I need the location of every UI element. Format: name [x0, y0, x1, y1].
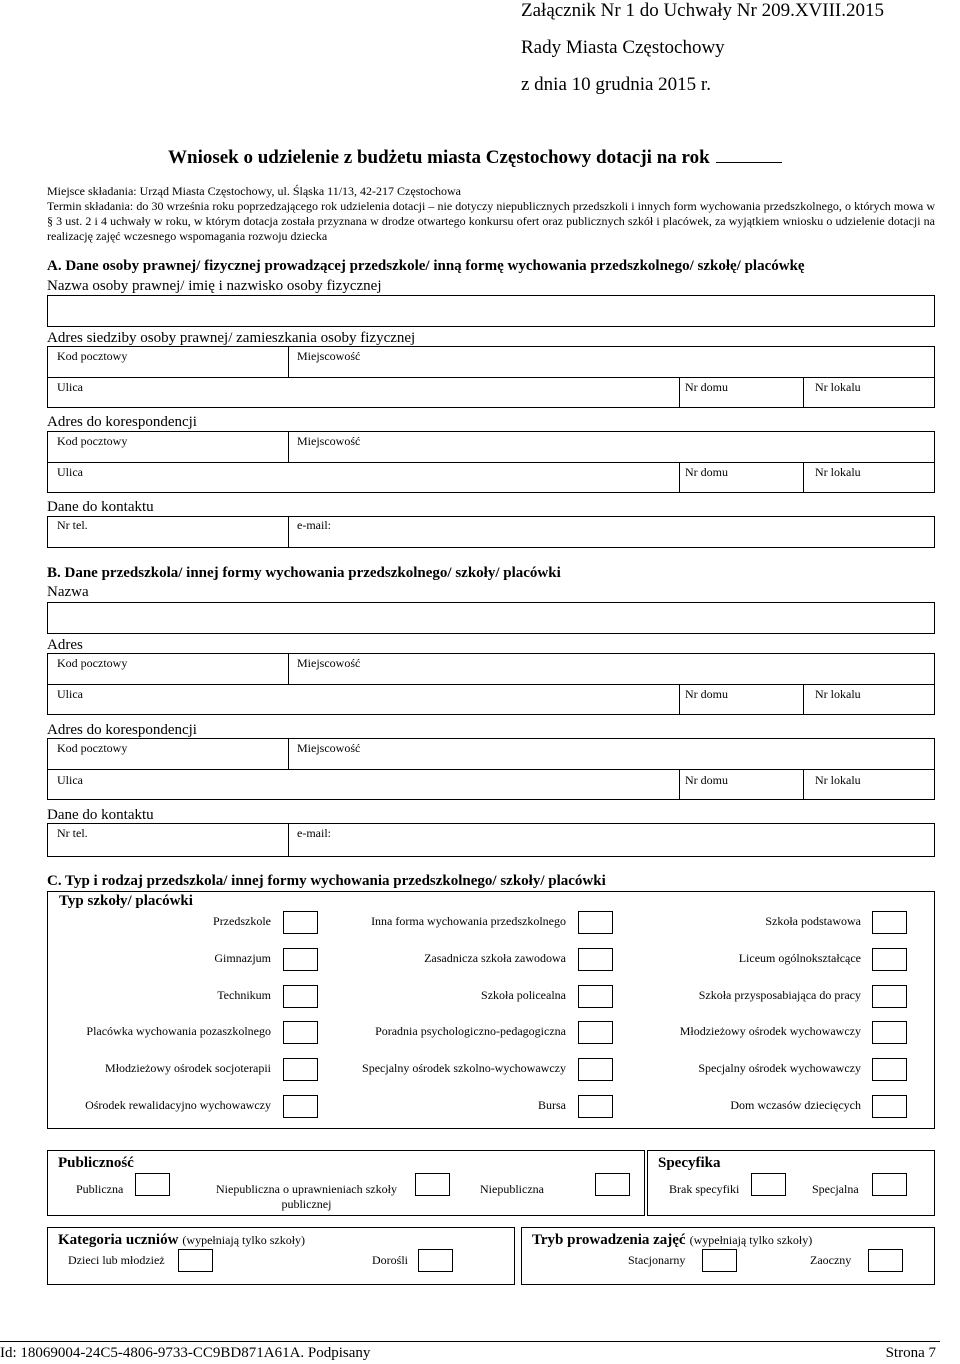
type-checkbox-16[interactable]: [578, 1095, 613, 1118]
type-label-16: Bursa: [538, 1098, 566, 1112]
type-checkbox-6[interactable]: [283, 985, 318, 1008]
a-apt-field[interactable]: Nr lokalu: [815, 380, 861, 394]
type-checkbox-14[interactable]: [872, 1058, 907, 1081]
document-id: Id: 18069004-24C5-4806-9733-CC9BD871A61A. Podpisany: [0, 1345, 371, 1361]
intro-text: [47, 184, 935, 244]
mode-extramural-label: Zaoczny: [810, 1253, 852, 1267]
section-c-heading: C. Typ i rodzaj przedszkola/ innej formy wychowania przedszkolnego/ szkoły/ placówki: [47, 873, 606, 889]
b-address-label: Adres: [47, 637, 83, 653]
b-corr-postal-field[interactable]: Kod pocztowy: [57, 741, 128, 755]
a-corr-label: Adres do korespondencji: [47, 414, 197, 430]
mode-stationary-checkbox[interactable]: [702, 1249, 737, 1272]
type-label-2: Szkoła podstawowa: [765, 914, 861, 928]
a-corr-postal-field[interactable]: Kod pocztowy: [57, 434, 128, 448]
type-label-3: Gimnazjum: [214, 951, 271, 965]
specifics-none-checkbox[interactable]: [751, 1173, 786, 1196]
type-label-9: Placówka wychowania pozaszkolnego: [86, 1024, 271, 1038]
b-corr-city-field[interactable]: Miejscowość: [297, 741, 361, 755]
a-house-field[interactable]: Nr domu: [685, 380, 728, 394]
b-phone-field[interactable]: Nr tel.: [57, 826, 88, 840]
year-blank[interactable]: [716, 146, 782, 163]
section-b-heading: B. Dane przedszkola/ innej formy wychowania przedszkolnego/ szkoły/ placówki: [47, 565, 561, 581]
b-contact-label: Dane do kontaktu: [47, 807, 154, 823]
b-postal-field[interactable]: Kod pocztowy: [57, 656, 128, 670]
council-line: Rady Miasta Częstochowy: [521, 37, 725, 58]
type-checkbox-2[interactable]: [872, 911, 907, 934]
type-checkbox-4[interactable]: [578, 948, 613, 971]
specifics-special-label: Specjalna: [812, 1182, 859, 1196]
type-label-11: Młodzieżowy ośrodek wychowawczy: [679, 1024, 861, 1038]
type-checkbox-5[interactable]: [872, 948, 907, 971]
type-checkbox-8[interactable]: [872, 985, 907, 1008]
a-contact-box: [47, 516, 935, 548]
type-checkbox-9[interactable]: [283, 1021, 318, 1044]
page-title: Wniosek o udzielenie z budżetu miasta Częstochowy dotacji na rok: [168, 146, 782, 169]
type-checkbox-0[interactable]: [283, 911, 318, 934]
b-corr-street-field[interactable]: Ulica: [57, 773, 83, 787]
type-checkbox-12[interactable]: [283, 1058, 318, 1081]
category-adults-checkbox[interactable]: [418, 1249, 453, 1272]
type-label-13: Specjalny ośrodek szkolno-wychowawczy: [362, 1061, 566, 1075]
category-heading: Kategoria uczniów (wypełniają tylko szkoły): [58, 1232, 306, 1248]
a-email-field[interactable]: e-mail:: [297, 518, 331, 532]
submission-deadline: Termin składania: do 30 września roku poprzedzającego rok udzielenia dotacji – nie dotyczy niepublicznych przedszkoli i innych form wychowania przedszkolnego, o których mowa w § 3 ust. 2 i 4 uchwały w roku, w którym dotacja została przyznana w drodze otwartego konkursu ofert oraz publicznych szkół i placówek, za wyjątkiem wniosku o udzielenie dotacji na realizację zajęć wczesnego wspomagania rozwoju dziecka: [47, 199, 935, 243]
type-label: Typ szkoły/ placówki: [59, 893, 193, 909]
a-city-field[interactable]: Miejscowość: [297, 349, 361, 363]
b-apt-field[interactable]: Nr lokalu: [815, 687, 861, 701]
b-street-field[interactable]: Ulica: [57, 687, 83, 701]
specifics-label: Specyfika: [658, 1155, 721, 1171]
type-label-15: Ośrodek rewalidacyjno wychowawczy: [85, 1098, 271, 1112]
a-postal-field[interactable]: Kod pocztowy: [57, 349, 128, 363]
a-corr-street-field[interactable]: Ulica: [57, 465, 83, 479]
type-label-4: Zasadnicza szkoła zawodowa: [424, 951, 566, 965]
type-checkbox-1[interactable]: [578, 911, 613, 934]
page-number: Strona 7: [885, 1345, 936, 1361]
mode-heading: Tryb prowadzenia zajęć (wypełniają tylko szkoły): [532, 1232, 813, 1248]
b-contact-box: [47, 823, 935, 857]
type-label-10: Poradnia psychologiczno-pedagogiczna: [375, 1024, 566, 1038]
b-house-field[interactable]: Nr domu: [685, 687, 728, 701]
type-checkbox-15[interactable]: [283, 1095, 318, 1118]
type-label-17: Dom wczasów dziecięcych: [730, 1098, 861, 1112]
type-checkbox-11[interactable]: [872, 1021, 907, 1044]
b-city-field[interactable]: Miejscowość: [297, 656, 361, 670]
type-checkbox-3[interactable]: [283, 948, 318, 971]
category-adults-label: Dorośli: [372, 1253, 408, 1267]
mode-extramural-checkbox[interactable]: [868, 1249, 903, 1272]
publicity-nonpublic-label: Niepubliczna: [480, 1182, 544, 1196]
type-label-12: Młodzieżowy ośrodek socjoterapii: [105, 1061, 271, 1075]
publicity-public-checkbox[interactable]: [135, 1173, 170, 1196]
type-checkbox-17[interactable]: [872, 1095, 907, 1118]
type-label-1: Inna forma wychowania przedszkolnego: [371, 914, 566, 928]
type-label-14: Specjalny ośrodek wychowawczy: [698, 1061, 861, 1075]
specifics-special-checkbox[interactable]: [872, 1173, 907, 1196]
b-corr-apt-field[interactable]: Nr lokalu: [815, 773, 861, 787]
category-youth-label: Dzieci lub młodzież: [68, 1253, 165, 1267]
a-street-field[interactable]: Ulica: [57, 380, 83, 394]
a-name-field[interactable]: [47, 295, 935, 327]
category-youth-checkbox[interactable]: [178, 1249, 213, 1272]
type-label-0: Przedszkole: [213, 914, 271, 928]
type-checkbox-13[interactable]: [578, 1058, 613, 1081]
attachment-line: Załącznik Nr 1 do Uchwały Nr 209.XVIII.2015: [521, 0, 885, 21]
a-address-label: Adres siedziby osoby prawnej/ zamieszkania osoby fizycznej: [47, 330, 416, 346]
date-line: z dnia 10 grudnia 2015 r.: [521, 74, 711, 95]
a-corr-apt-field[interactable]: Nr lokalu: [815, 465, 861, 479]
submission-place: Miejsce składania: Urząd Miasta Częstochowy, ul. Śląska 11/13, 42-217 Częstochowa: [47, 184, 462, 198]
a-name-label: Nazwa osoby prawnej/ imię i nazwisko osoby fizycznej: [47, 278, 382, 294]
type-checkbox-10[interactable]: [578, 1021, 613, 1044]
type-label-8: Szkoła przysposabiająca do pracy: [698, 988, 861, 1002]
specifics-none-label: Brak specyfiki: [669, 1182, 740, 1196]
mode-stationary-label: Stacjonarny: [628, 1253, 686, 1267]
a-corr-city-field[interactable]: Miejscowość: [297, 434, 361, 448]
type-checkbox-7[interactable]: [578, 985, 613, 1008]
publicity-public-label: Publiczna: [76, 1182, 124, 1196]
b-name-label: Nazwa: [47, 584, 89, 600]
b-email-field[interactable]: e-mail:: [297, 826, 331, 840]
a-phone-field[interactable]: Nr tel.: [57, 518, 88, 532]
type-label-6: Technikum: [217, 988, 271, 1002]
footer-divider: [0, 1341, 940, 1342]
b-name-field[interactable]: [47, 602, 935, 634]
publicity-label: Publiczność: [58, 1155, 134, 1171]
b-corr-label: Adres do korespondencji: [47, 722, 197, 738]
b-corr-house-field[interactable]: Nr domu: [685, 773, 728, 787]
type-label-5: Liceum ogólnokształcące: [738, 951, 861, 965]
a-contact-label: Dane do kontaktu: [47, 499, 154, 515]
publicity-nonpublic-checkbox[interactable]: [595, 1173, 630, 1196]
type-label-7: Szkoła policealna: [481, 988, 566, 1002]
publicity-nonpublic-rights-label: Niepubliczna o uprawnieniach szkoły publicznej: [216, 1182, 397, 1211]
section-a-heading: A. Dane osoby prawnej/ fizycznej prowadzącej przedszkole/ inną formę wychowania przedszkolnego/ szkołę/ placówkę: [47, 258, 805, 274]
a-corr-house-field[interactable]: Nr domu: [685, 465, 728, 479]
publicity-nonpublic-rights-checkbox[interactable]: [415, 1173, 450, 1196]
